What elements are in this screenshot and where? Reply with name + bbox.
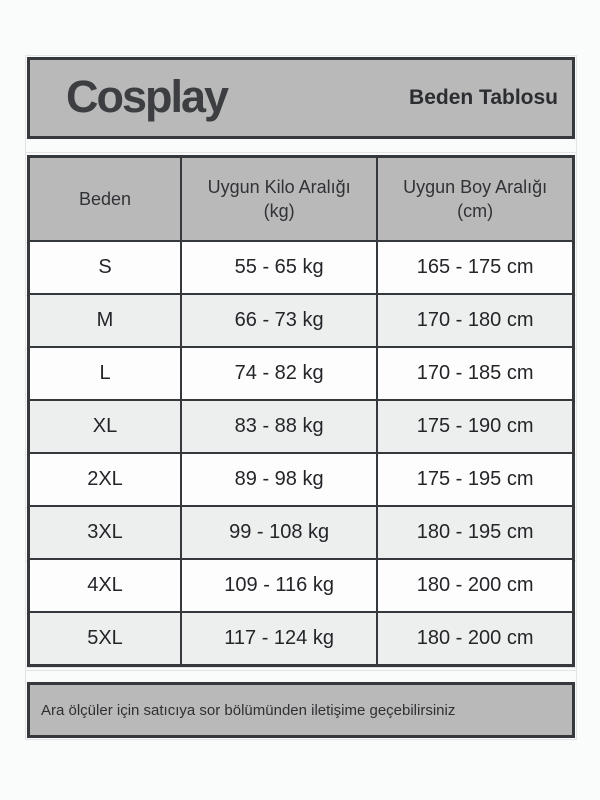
- col-header-weight: [181, 157, 377, 242]
- table-row: [29, 559, 574, 612]
- height-cell: 170 - 185 cm: [377, 347, 573, 400]
- height-cell: 175 - 195 cm: [377, 453, 573, 506]
- height-cell: 175 - 190 cm: [377, 400, 573, 453]
- grid-divider-top: [26, 152, 576, 153]
- grid-divider-bottom: [26, 670, 576, 671]
- col-header-height-label: Uygun Boy Aralığı: [403, 176, 548, 197]
- col-header-weight-unit: (kg): [263, 201, 295, 221]
- height-cell: 180 - 200 cm: [377, 559, 573, 612]
- grid-tick-line: [26, 667, 576, 668]
- col-header-height-unit: (cm): [457, 201, 494, 221]
- footer-note: Ara ölçüler için satıcıya sor bölümünden iletişime geçebilirsiniz: [41, 701, 456, 719]
- size-cell: 4XL: [29, 559, 182, 612]
- brand-logo: Cosplay: [66, 70, 228, 122]
- size-cell: S: [29, 241, 182, 294]
- size-cell: L: [29, 347, 182, 400]
- height-cell: 180 - 195 cm: [377, 506, 573, 559]
- table-row: [29, 400, 574, 453]
- table-row: [29, 453, 574, 506]
- table-row: [29, 347, 574, 400]
- col-header-weight-label: Uygun Kilo Aralığı: [207, 176, 351, 197]
- height-cell: 165 - 175 cm: [377, 241, 573, 294]
- col-header-height: [377, 157, 573, 242]
- height-cell: 180 - 200 cm: [377, 612, 573, 666]
- size-cell: XL: [29, 400, 182, 453]
- table-header-row: [29, 157, 574, 242]
- outer-grid: [25, 55, 577, 740]
- weight-cell: 74 - 82 kg: [181, 347, 377, 400]
- height-cell: 170 - 180 cm: [377, 294, 573, 347]
- weight-cell: 109 - 116 kg: [181, 559, 377, 612]
- header-bar: [27, 57, 575, 139]
- weight-cell: 89 - 98 kg: [181, 453, 377, 506]
- size-cell: M: [29, 294, 182, 347]
- weight-cell: 117 - 124 kg: [181, 612, 377, 666]
- weight-cell: 83 - 88 kg: [181, 400, 377, 453]
- col-header-size-label: Beden: [78, 188, 132, 209]
- size-table-body: [29, 241, 574, 666]
- page-title: Beden Tablosu: [409, 86, 558, 109]
- weight-cell: 66 - 73 kg: [181, 294, 377, 347]
- table-row: [29, 612, 574, 666]
- table-row: [29, 294, 574, 347]
- table-row: [29, 506, 574, 559]
- size-cell: 5XL: [29, 612, 182, 666]
- weight-cell: 55 - 65 kg: [181, 241, 377, 294]
- size-cell: 3XL: [29, 506, 182, 559]
- footer-note-bar: [27, 682, 575, 738]
- col-header-size: [29, 157, 182, 242]
- size-table: [27, 155, 575, 667]
- weight-cell: 99 - 108 kg: [181, 506, 377, 559]
- table-row: [29, 241, 574, 294]
- size-cell: 2XL: [29, 453, 182, 506]
